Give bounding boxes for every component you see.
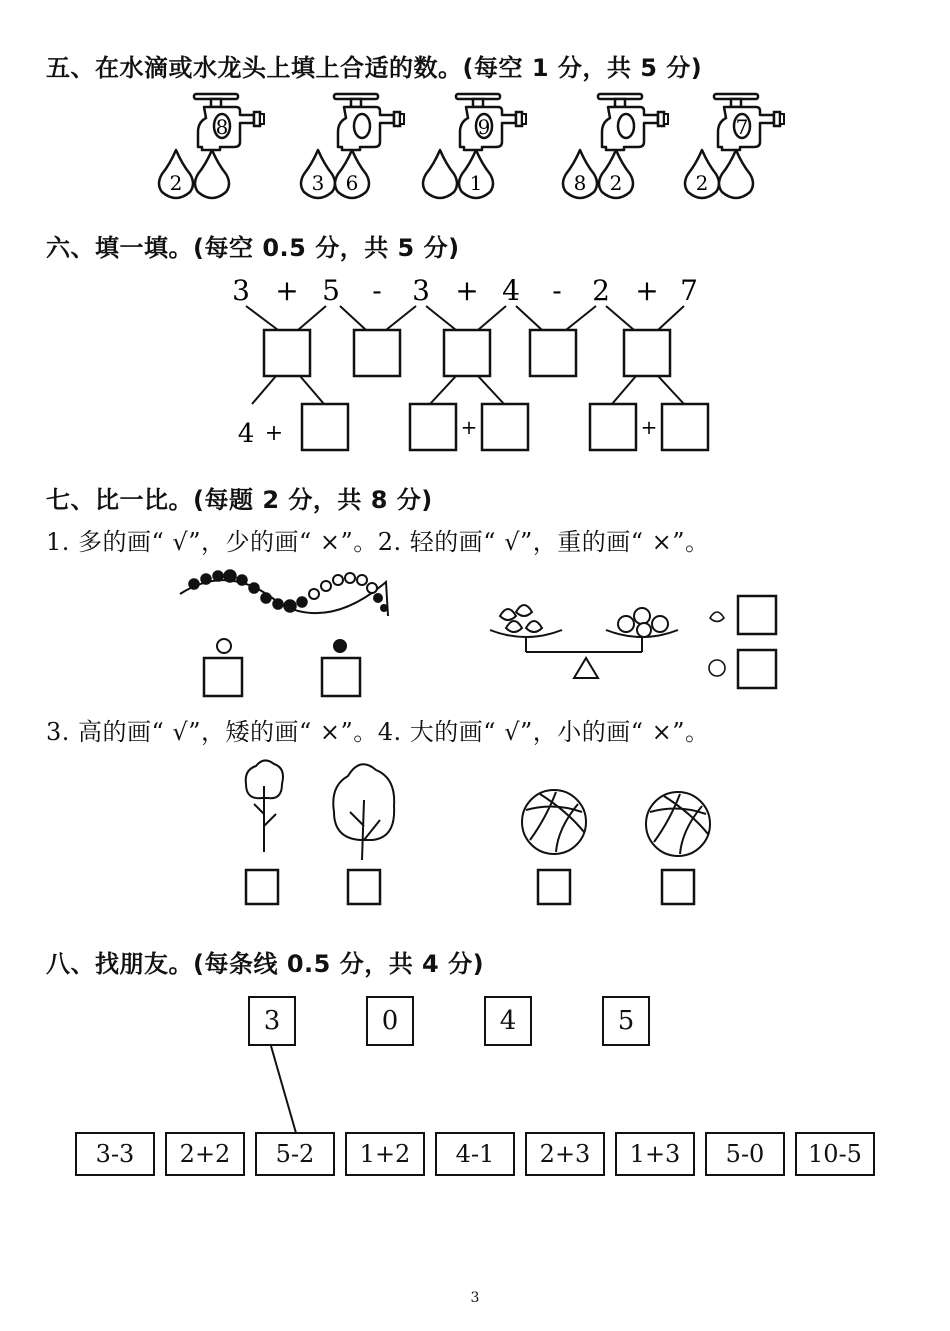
section6-title: 六、填一填。(每空 0.5 分，共 5 分) [46, 234, 460, 262]
section7-title: 七、比一比。(每题 2 分，共 8 分) [46, 486, 433, 514]
compare-row-2 [0, 756, 950, 916]
drop-2-right: 6 [345, 171, 359, 195]
expression-6[interactable]: 2+3 [525, 1132, 605, 1176]
faucet-5 [685, 94, 784, 198]
apple-icon [709, 660, 725, 676]
black-bead-icon [333, 639, 347, 653]
answer-box-small-tree [246, 870, 278, 904]
sequence [232, 274, 698, 307]
faucet-2 [301, 94, 404, 198]
bead-string-icon [180, 570, 388, 616]
seq-6: 4 [502, 274, 520, 307]
drop-3-right: 1 [469, 171, 483, 195]
expression-9[interactable]: 10-5 [795, 1132, 875, 1176]
expression-4[interactable]: 1+2 [345, 1132, 425, 1176]
expression-8[interactable]: 5-0 [705, 1132, 785, 1176]
answer-box-black-bead [322, 658, 360, 696]
seq-4: 3 [412, 274, 430, 307]
fill-tree-diagram [0, 268, 950, 458]
plus-1: + [264, 421, 284, 446]
answer-box-ball-1 [538, 870, 570, 904]
seq-1: + [275, 274, 299, 307]
drop-4-left: 8 [573, 171, 587, 195]
answer-box-5 [624, 330, 670, 376]
expression-3[interactable]: 5-2 [255, 1132, 335, 1176]
expression-5[interactable]: 4-1 [435, 1132, 515, 1176]
answer-box-9 [590, 404, 636, 450]
tree-icon-tall [333, 764, 394, 860]
seq-5: + [455, 274, 479, 307]
section8-title: 八、找朋友。(每条线 0.5 分，共 4 分) [46, 950, 485, 978]
faucet-4 [563, 94, 668, 198]
page-number: 3 [470, 1290, 480, 1306]
answer-box-3 [444, 330, 490, 376]
top-number-3[interactable]: 4 [484, 996, 532, 1046]
tree-icon-small [246, 760, 283, 852]
answer-box-4 [530, 330, 576, 376]
faucet-5-top: 7 [735, 115, 749, 139]
answer-box-7 [410, 404, 456, 450]
answer-box-1 [264, 330, 310, 376]
section7-instruction-1: 1. 多的画“ √”，少的画“ ×”。2. 轻的画“ √”，重的画“ ×”。 [46, 528, 710, 556]
answer-box-peach [738, 596, 776, 634]
seq-10: 7 [680, 274, 698, 307]
volleyball-icon-2 [646, 792, 710, 856]
answer-box-6 [302, 404, 348, 450]
drop-5-left: 2 [695, 171, 709, 195]
answer-box-tall-tree [348, 870, 380, 904]
seq-9: + [635, 274, 659, 307]
expression-7[interactable]: 1+3 [615, 1132, 695, 1176]
answer-box-8 [482, 404, 528, 450]
seq-8: 2 [592, 274, 610, 307]
top-number-1[interactable]: 3 [248, 996, 296, 1046]
top-number-2[interactable]: 0 [366, 996, 414, 1046]
seq-7: - [552, 274, 562, 307]
match-line [271, 1046, 296, 1133]
faucet-row [0, 88, 950, 208]
drop-1-left: 2 [169, 171, 183, 195]
seq-3: - [372, 274, 382, 307]
seq-0: 3 [232, 274, 250, 307]
faucet-1 [159, 94, 264, 198]
section7-instruction-2: 3. 高的画“ √”，矮的画“ ×”。4. 大的画“ √”，小的画“ ×”。 [46, 718, 710, 746]
white-bead-icon [217, 639, 231, 653]
answer-box-10 [662, 404, 708, 450]
peach-icon [710, 612, 724, 622]
faucet-1-top: 8 [215, 115, 229, 139]
top-number-4[interactable]: 5 [602, 996, 650, 1046]
given-number: 4 [237, 419, 255, 449]
faucet-3 [423, 94, 526, 198]
plus-2: + [460, 415, 478, 439]
seq-2: 5 [322, 274, 340, 307]
drop-2-left: 3 [311, 171, 325, 195]
compare-row-1 [0, 562, 950, 702]
faucet-3-top: 9 [477, 115, 491, 139]
volleyball-icon-1 [522, 790, 586, 854]
expression-1[interactable]: 3-3 [75, 1132, 155, 1176]
drop-4-right: 2 [609, 171, 623, 195]
section5-title: 五、在水滴或水龙头上填上合适的数。(每空 1 分，共 5 分) [46, 54, 703, 82]
answer-box-2 [354, 330, 400, 376]
answer-box-apple [738, 650, 776, 688]
expression-2[interactable]: 2+2 [165, 1132, 245, 1176]
plus-3: + [640, 415, 658, 439]
balance-scale-icon [490, 605, 678, 678]
answer-box-ball-2 [662, 870, 694, 904]
answer-box-white-bead [204, 658, 242, 696]
